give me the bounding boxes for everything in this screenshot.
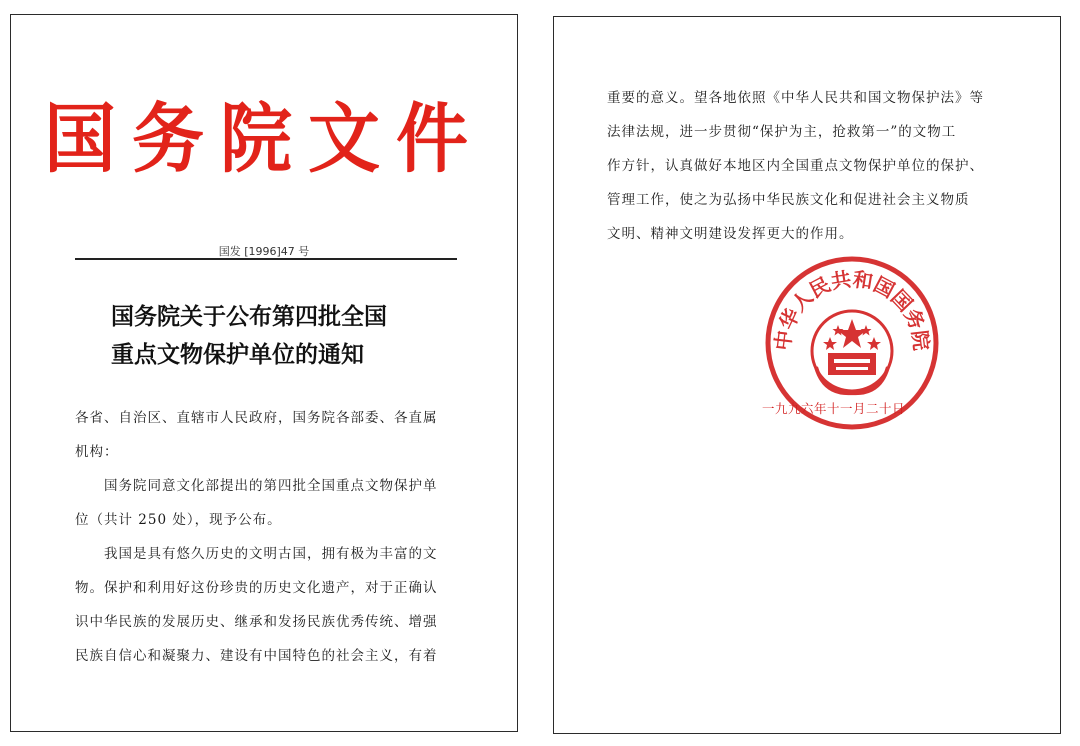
body-line: 民族自信心和凝聚力、建设有中国特色的社会主义，有着	[75, 648, 438, 664]
body-line: 法律法规，进一步贯彻“保护为主，抢救第一”的文物工	[607, 124, 957, 140]
body-line: 识中华民族的发展历史、继承和发扬民族优秀传统、增强	[75, 614, 438, 630]
body-line: 重要的意义。望各地依照《中华人民共和国文物保护法》等	[607, 90, 984, 106]
title-line: 重点文物保护单位的通知	[111, 342, 364, 368]
body-line: 各省、自治区、直辖市人民政府，国务院各部委、各直属	[75, 410, 438, 426]
body-line: 物。保护和利用好这份珍贵的历史文化遗产，对于正确认	[75, 580, 438, 596]
seal-text: 中华人民共和国国务院	[770, 266, 934, 352]
body-line: 位（共计 250 处），现予公布。	[75, 512, 282, 528]
document-title	[111, 298, 387, 374]
document-body-continued	[607, 81, 984, 251]
document-number: 国发 [1996]47 号	[218, 245, 310, 258]
body-line: 我国是具有悠久历史的文明古国，拥有极为丰富的文	[75, 546, 438, 562]
body-line: 管理工作，使之为弘扬中华民族文化和促进社会主义物质	[607, 192, 970, 208]
body-line: 文明、精神文明建设发挥更大的作用。	[607, 226, 854, 242]
document-page-right	[553, 16, 1061, 734]
header-divider	[75, 258, 457, 260]
title-line: 国务院关于公布第四批全国	[111, 304, 387, 330]
national-emblem-icon	[812, 311, 892, 393]
body-line: 国务院同意文化部提出的第四批全国重点文物保护单	[75, 478, 438, 494]
document-page-left	[10, 14, 518, 732]
document-body	[75, 401, 438, 673]
signature-date: 一九九六年十一月二十日	[762, 401, 906, 416]
body-line: 作方针，认真做好本地区内全国重点文物保护单位的保护、	[607, 158, 984, 174]
masthead-title: 国务院文件	[43, 94, 484, 184]
body-line: 机构：	[75, 444, 119, 460]
